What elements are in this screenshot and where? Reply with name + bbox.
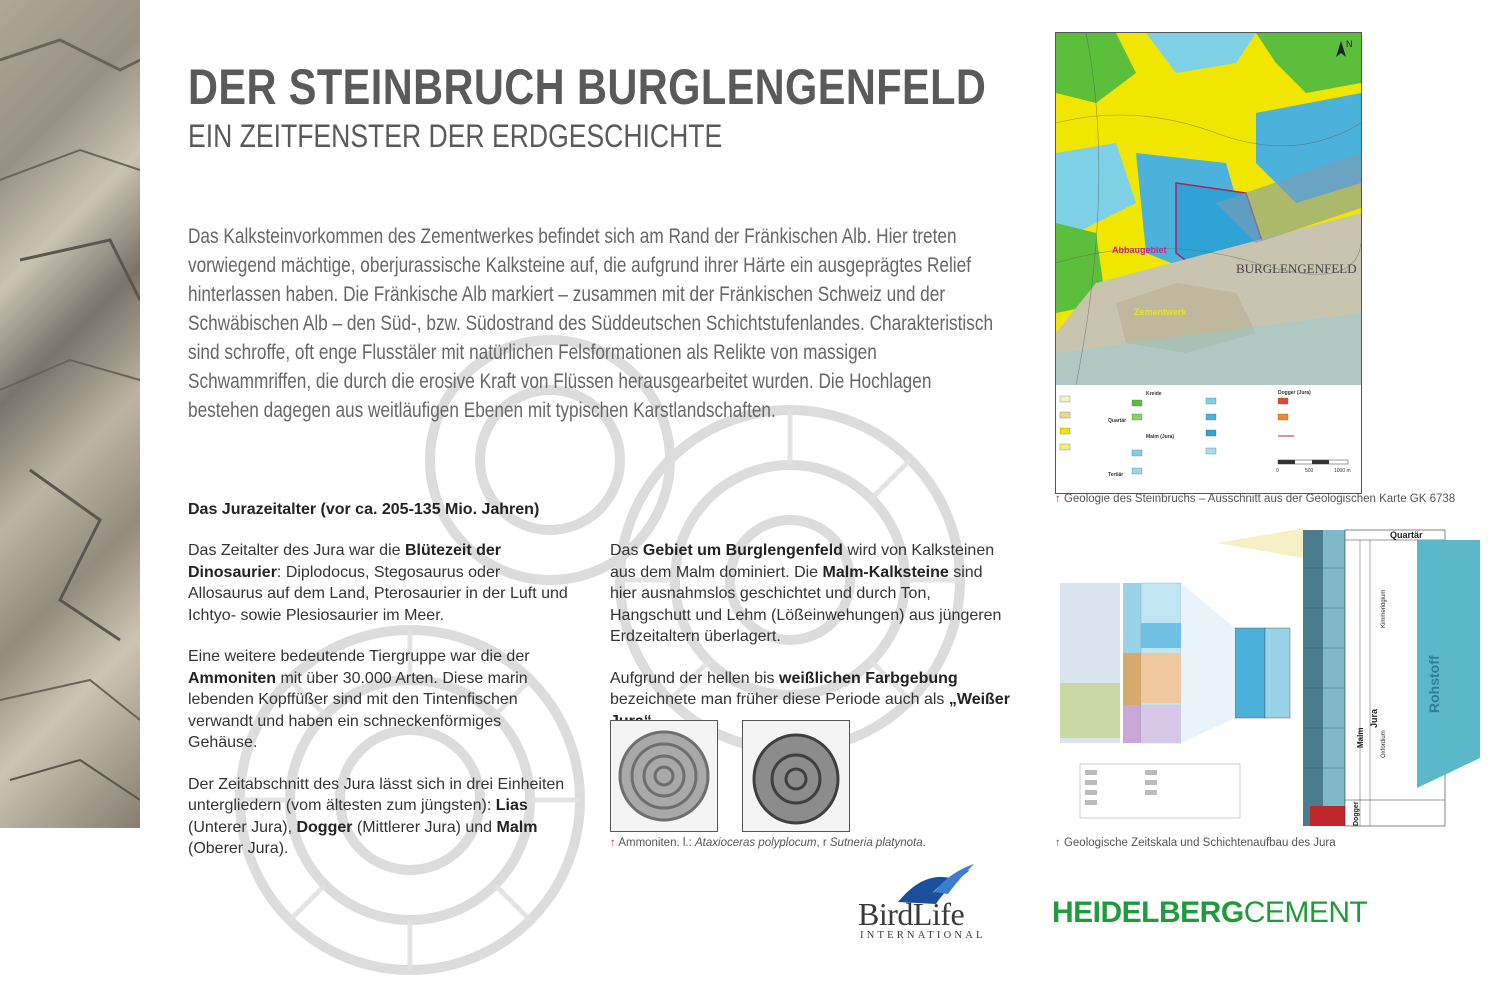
page-subtitle: EIN ZEITFENSTER DER ERDGESCHICHTE xyxy=(188,118,723,154)
heidelbergcement-logo: HEIDELBERGCEMENT xyxy=(1052,896,1368,929)
intro-paragraph xyxy=(188,222,1000,425)
birdlife-logo: BirdLife xyxy=(858,896,965,932)
rock-photo xyxy=(0,0,140,828)
paragraph-jura-units: Der Zeitabschnitt des Jura lässt sich in drei Einheiten untergliedern (vom ältesten zum jüngsten): Lias (Unterer Jura), Dogger (Mittlerer Jura) und Malm (Oberer Jura). xyxy=(188,775,565,857)
svg-text:Tertiär: Tertiär xyxy=(1108,472,1124,478)
svg-text:Kreide: Kreide xyxy=(1146,391,1162,397)
timescale-caption: ↑ Geologische Zeitskala und Schichtenaufbau des Jura xyxy=(1055,837,1336,849)
map-caption: ↑ Geologie des Steinbruchs – Ausschnitt aus der Geologischen Karte GK 6738 xyxy=(1055,493,1456,505)
svg-text:Zementwerk: Zementwerk xyxy=(1134,307,1187,317)
svg-text:Jura: Jura xyxy=(1369,708,1379,728)
svg-text:Quartär: Quartär xyxy=(1108,418,1127,424)
svg-text:Dogger: Dogger xyxy=(1353,801,1360,826)
svg-text:0: 0 xyxy=(1276,468,1279,474)
svg-text:Malm (Jura): Malm (Jura) xyxy=(1146,434,1175,440)
geological-map xyxy=(1055,32,1362,494)
svg-text:Abbaugebiet: Abbaugebiet xyxy=(1112,245,1167,255)
ammonite-photo-right xyxy=(742,720,850,832)
svg-text:BURGLENGENFELD: BURGLENGENFELD xyxy=(1236,261,1357,276)
intro-text: Das Kalksteinvorkommen des Zementwerkes befindet sich am Rand der Fränkischen Alb. Hier treten vorwiegend mächtige, oberjurassische Kalksteine auf, die aufgrund ihrer Härte ein ausgeprägtes Relief hinterlassen haben. Die Fränkische Alb markiert – zusammen mit der Fränkischen Schweiz und der Schwäbischen Alb – den Süd-, bzw. Südostrand des Süddeutschen Schichtstufenlandes. Charakteristisch sind schroffe, oft enge Flusstäler mit natürlichen Felsformationen als Relikte von massigen Schwammriffen, die durch die erosive Kraft von Flüssen herausgearbeitet wurden. Die Hochlagen bestehen dagegen aus weitläufigen Ebenen mit typischen Karstlandschaften. xyxy=(188,225,994,422)
svg-text:500: 500 xyxy=(1305,468,1314,474)
svg-text:Rohstoff: Rohstoff xyxy=(1426,655,1442,713)
paragraph-malm: Das Gebiet um Burglengenfeld wird von Kalksteinen aus dem Malm dominiert. Die Malm-Kalksteine sind hier ausnahmslos geschichtet und durch Ton, Hangschutt und Lehm (Lößeinwehungen) aus jüngeren Erdzeitaltern überlagert. xyxy=(610,542,1002,645)
paragraph-dinosaurs: Das Zeitalter des Jura war die Blütezeit der Dinosaurier: Diplodocus, Stegosaurus oder Allosaurus auf dem Land, Pterosaurier in der Luft und Ichtyo- sowie Plesiosaurier im Meer. xyxy=(188,542,568,624)
map-image xyxy=(1056,33,1361,385)
svg-text:N: N xyxy=(1346,39,1353,49)
svg-text:Dogger (Jura): Dogger (Jura) xyxy=(1278,390,1311,396)
svg-text:Malm: Malm xyxy=(1356,727,1365,748)
arrow-up-icon: ↑ xyxy=(1055,837,1061,849)
ammonites-caption: ↑ Ammoniten. l.: Ataxioceras polyplocum, r Sutneria platynota. xyxy=(610,837,926,849)
svg-text:Oxfordium: Oxfordium xyxy=(1381,730,1387,758)
page-title: DER STEINBRUCH BURGLENGENFELD xyxy=(188,59,987,115)
text-column-left xyxy=(188,540,568,880)
svg-text:Kimmeridgium: Kimmeridgium xyxy=(1381,589,1387,628)
birdlife-logo-subtitle: INTERNATIONAL xyxy=(860,930,986,941)
svg-text:1000 m: 1000 m xyxy=(1334,468,1351,474)
arrow-up-icon: ↑ xyxy=(610,837,616,849)
section-heading: Das Jurazeitalter (vor ca. 205-135 Mio. Jahren) xyxy=(188,501,540,518)
timescale-diagram xyxy=(1055,528,1480,830)
arrow-up-icon: ↑ xyxy=(1055,493,1061,505)
ammonite-photo-left xyxy=(610,720,718,832)
paragraph-weisser-jura: Aufgrund der hellen bis weißlichen Farbgebung bezeichnete man früher diese Periode auch als „Weißer xyxy=(610,669,1010,708)
paragraph-ammonites: Eine weitere bedeutende Tiergruppe war die der Ammoniten mit über 30.000 Arten. Diese marin lebenden Kopffüßer sind mit den Tintenfischen verwandt und haben ein schneckenförmiges Gehäuse. xyxy=(188,648,530,751)
svg-text:Quartär: Quartär xyxy=(1390,530,1423,540)
map-legend xyxy=(1056,390,1361,494)
